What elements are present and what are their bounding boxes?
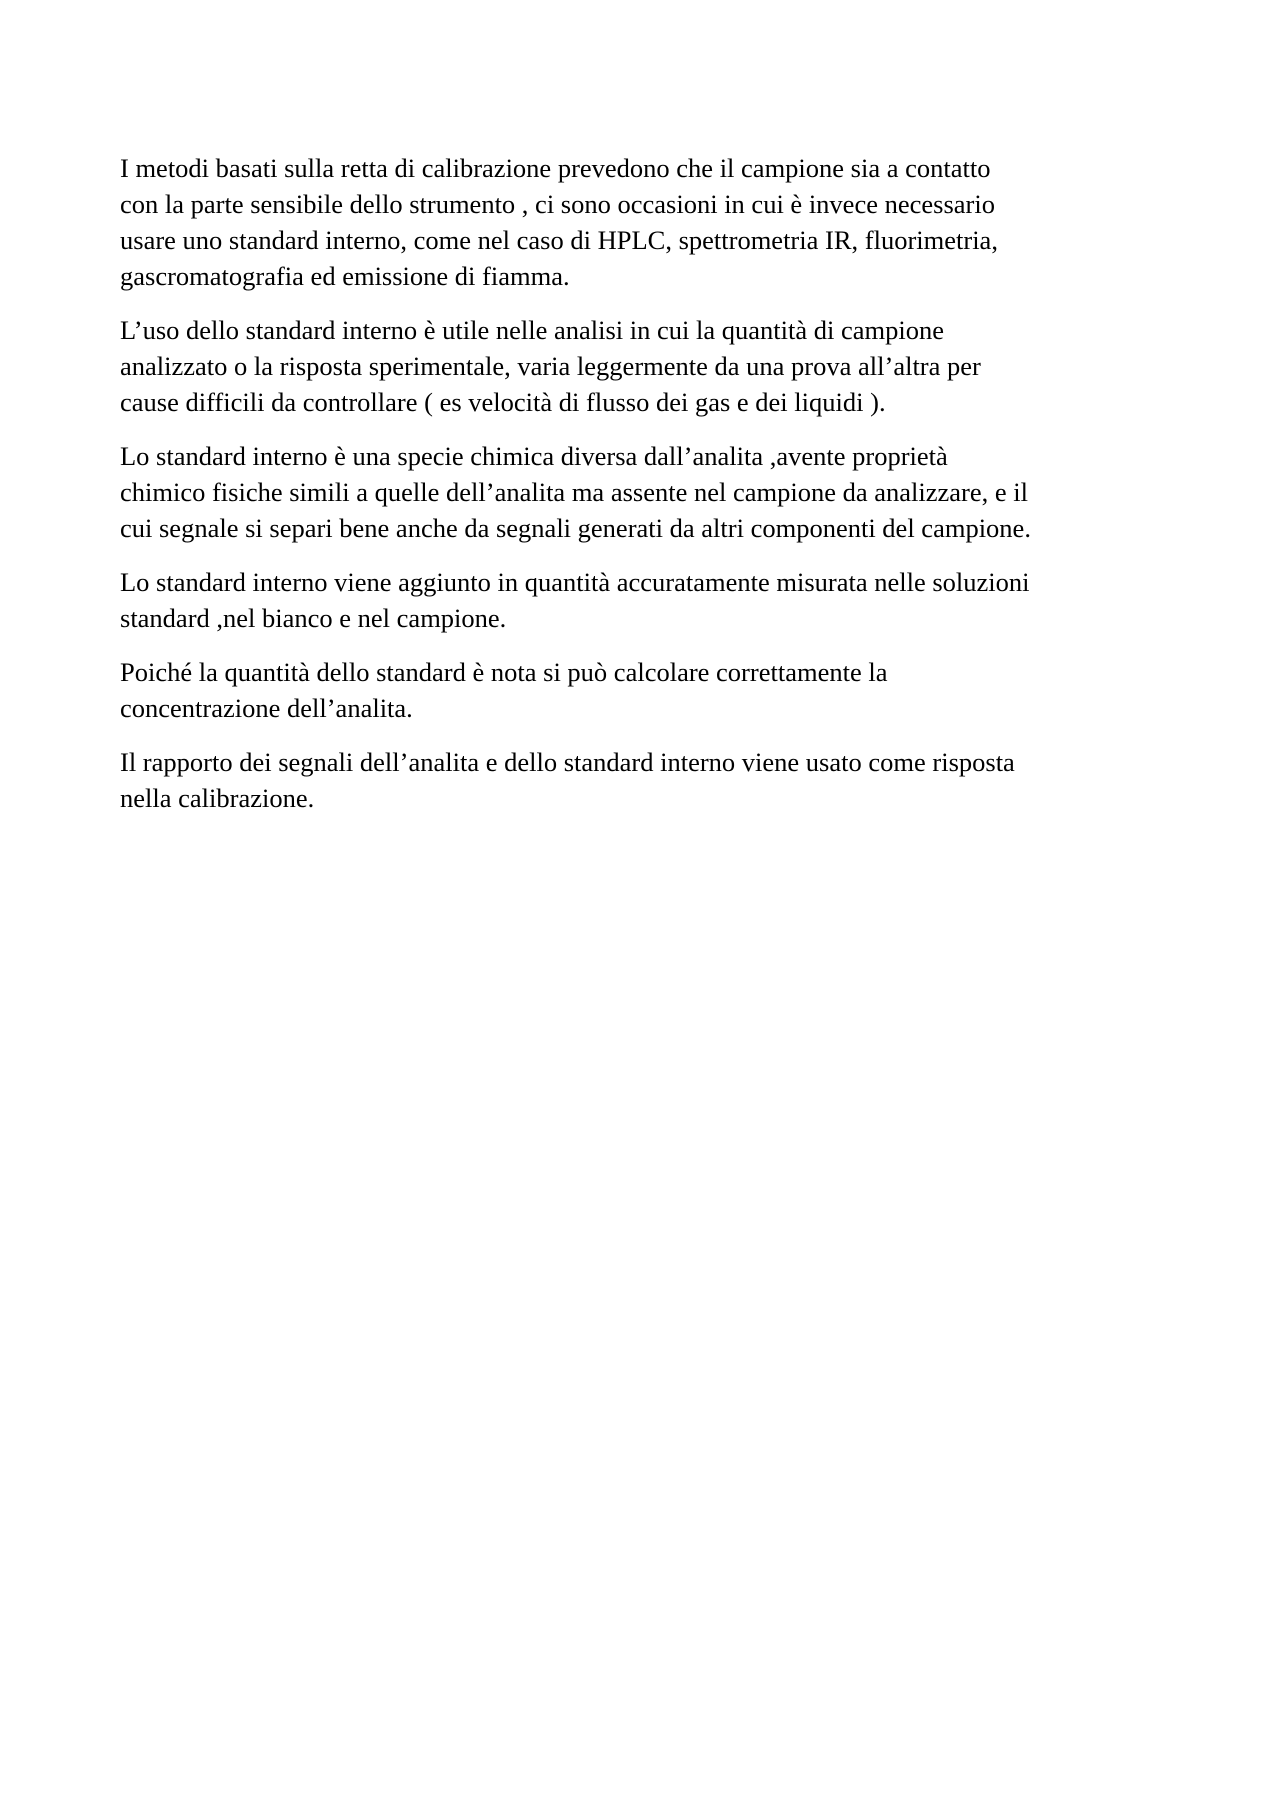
paragraph-internal-standard-addition bbox=[120, 564, 1180, 636]
text-line: Il rapporto dei segnali dell’analita e dello standard interno viene usato come risposta bbox=[120, 747, 1015, 777]
text-line: chimico fisiche simili a quelle dell’analita ma assente nel campione da analizzare, e il bbox=[120, 477, 1028, 507]
text-line: analizzato o la risposta sperimentale, varia leggermente da una prova all’altra per bbox=[120, 351, 981, 381]
paragraph-concentration-calculation bbox=[120, 654, 1180, 726]
text-line: nella calibrazione. bbox=[120, 783, 315, 813]
paragraph-signal-ratio bbox=[120, 744, 1180, 816]
text-line: standard ,nel bianco e nel campione. bbox=[120, 603, 507, 633]
text-line: con la parte sensibile dello strumento , ci sono occasioni in cui è invece necessario bbox=[120, 189, 995, 219]
text-line: I metodi basati sulla retta di calibrazione prevedono che il campione sia a contatto bbox=[120, 153, 991, 183]
document-body bbox=[120, 150, 1180, 834]
text-line: cause difficili da controllare ( es velocità di flusso dei gas e dei liquidi ). bbox=[120, 387, 886, 417]
paragraph-calibration-methods bbox=[120, 150, 1180, 294]
text-line: Lo standard interno viene aggiunto in quantità accuratamente misurata nelle soluzioni bbox=[120, 567, 1030, 597]
text-line: Poiché la quantità dello standard è nota si può calcolare correttamente la bbox=[120, 657, 888, 687]
text-line: cui segnale si separi bene anche da segnali generati da altri componenti del campione. bbox=[120, 513, 1031, 543]
text-line: concentrazione dell’analita. bbox=[120, 693, 413, 723]
text-line: L’uso dello standard interno è utile nelle analisi in cui la quantità di campione bbox=[120, 315, 944, 345]
paragraph-internal-standard-definition bbox=[120, 438, 1180, 546]
text-line: usare uno standard interno, come nel caso di HPLC, spettrometria IR, fluorimetria, bbox=[120, 225, 998, 255]
text-line: gascromatografia ed emissione di fiamma. bbox=[120, 261, 570, 291]
paragraph-internal-standard-use bbox=[120, 312, 1180, 420]
text-line: Lo standard interno è una specie chimica diversa dall’analita ,avente proprietà bbox=[120, 441, 948, 471]
